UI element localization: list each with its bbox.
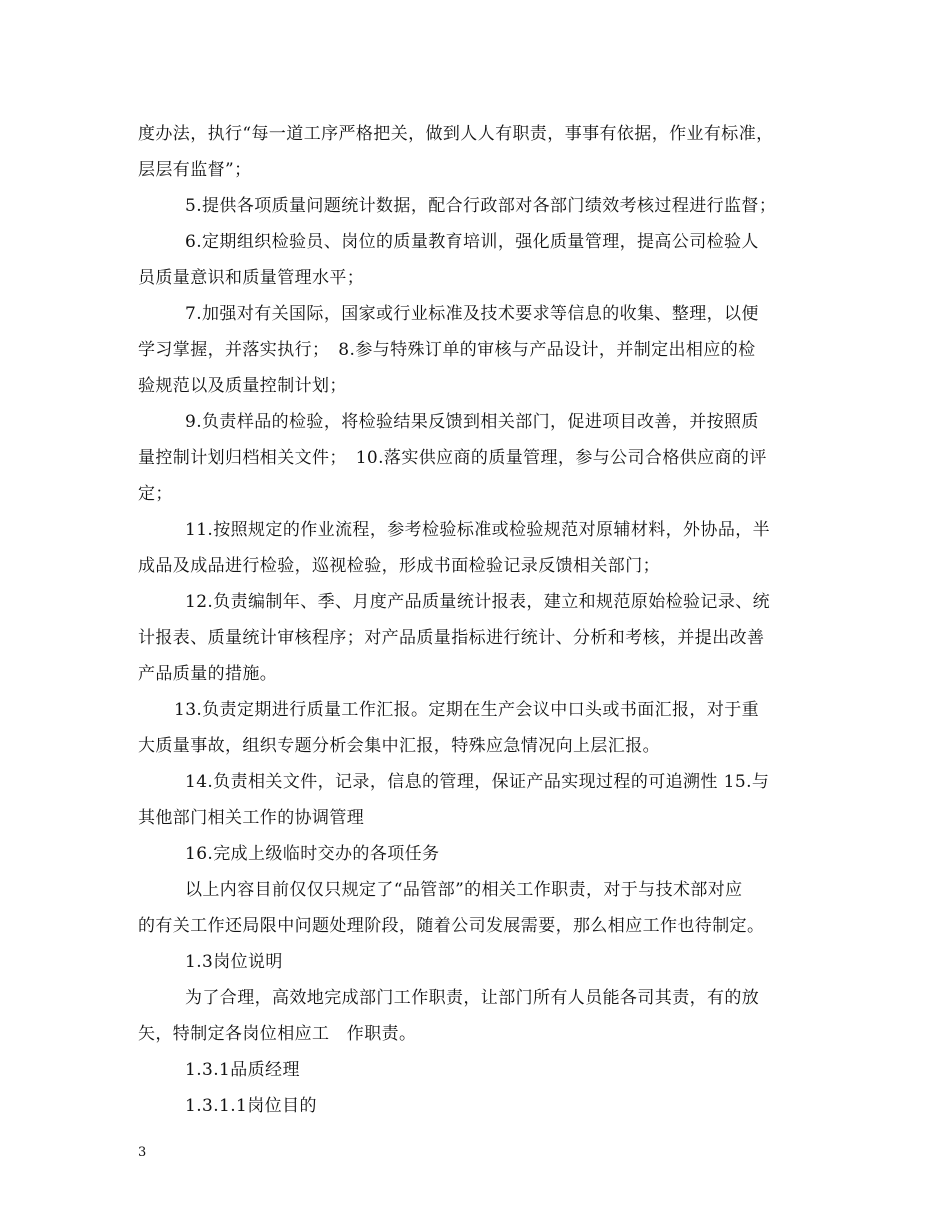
- text-line: 的有关工作还局限中问题处理阶段，随着公司发展需要，那么相应工作也待制定。: [138, 916, 765, 936]
- text-line: 定；: [138, 484, 173, 504]
- text-line: 产品质量的措施。: [138, 664, 278, 684]
- text-line: 度办法，执行“每一道工序严格把关，做到人人有职责，事事有依据，作业有标准，: [138, 124, 774, 144]
- text-line: 员质量意识和质量管理水平；: [138, 268, 365, 288]
- text-line: 16.完成上级临时交办的各项任务: [185, 844, 440, 864]
- page-number: 3: [138, 1145, 147, 1160]
- section-heading: 1.3.1品质经理: [185, 1060, 300, 1080]
- text-line: 6.定期组织检验员、岗位的质量教育培训，强化质量管理，提高公司检验人: [185, 232, 759, 252]
- text-line: 以上内容目前仅仅只规定了“品管部”的相关工作职责，对于与技术部对应: [185, 880, 743, 900]
- text-line: 5.提供各项质量问题统计数据，配合行政部对各部门绩效考核过程进行监督；: [185, 196, 777, 216]
- text-line: 矢，特制定各岗位相应工 作职责。: [138, 1024, 417, 1044]
- text-line: 其他部门相关工作的协调管理: [138, 808, 365, 828]
- text-line: 9.负责样品的检验，将检验结果反馈到相关部门，促进项目改善，并按照质: [185, 412, 759, 432]
- document-body: [138, 116, 820, 1124]
- text-line: 验规范以及质量控制计划；: [138, 376, 347, 396]
- text-line: 12.负责编制年、季、月度产品质量统计报表，建立和规范原始检验记录、统: [185, 592, 771, 612]
- text-line: 11.按照规定的作业流程，参考检验标准或检验规范对原辅材料，外协品，半: [185, 520, 771, 540]
- text-line: 7.加强对有关国际，国家或行业标准及技术要求等信息的收集、整理，以便: [185, 304, 759, 324]
- text-line: 14.负责相关文件，记录，信息的管理，保证产品实现过程的可追溯性 15.与: [185, 772, 770, 792]
- text-line: 13.负责定期进行质量工作汇报。定期在生产会议中口头或书面汇报，对于重: [174, 700, 760, 720]
- text-line: 大质量事故，组织专题分析会集中汇报，特殊应急情况向上层汇报。: [138, 736, 660, 756]
- text-line: 计报表、质量统计审核程序；对产品质量指标进行统计、分析和考核，并提出改善: [138, 628, 765, 648]
- section-heading: 1.3岗位说明: [185, 952, 283, 972]
- text-line: 为了合理，高效地完成部门工作职责，让部门所有人员能各司其责，有的放: [185, 988, 760, 1008]
- text-line: 学习掌握，并落实执行； 8.参与特殊订单的审核与产品设计，并制定出相应的检: [138, 340, 756, 360]
- text-line: 量控制计划归档相关文件； 10.落实供应商的质量管理，参与公司合格供应商的评: [138, 448, 767, 468]
- section-heading: 1.3.1.1岗位目的: [185, 1096, 317, 1116]
- text-line: 层层有监督”；: [138, 160, 252, 180]
- text-line: 成品及成品进行检验，巡视检验，形成书面检验记录反馈相关部门；: [138, 556, 660, 576]
